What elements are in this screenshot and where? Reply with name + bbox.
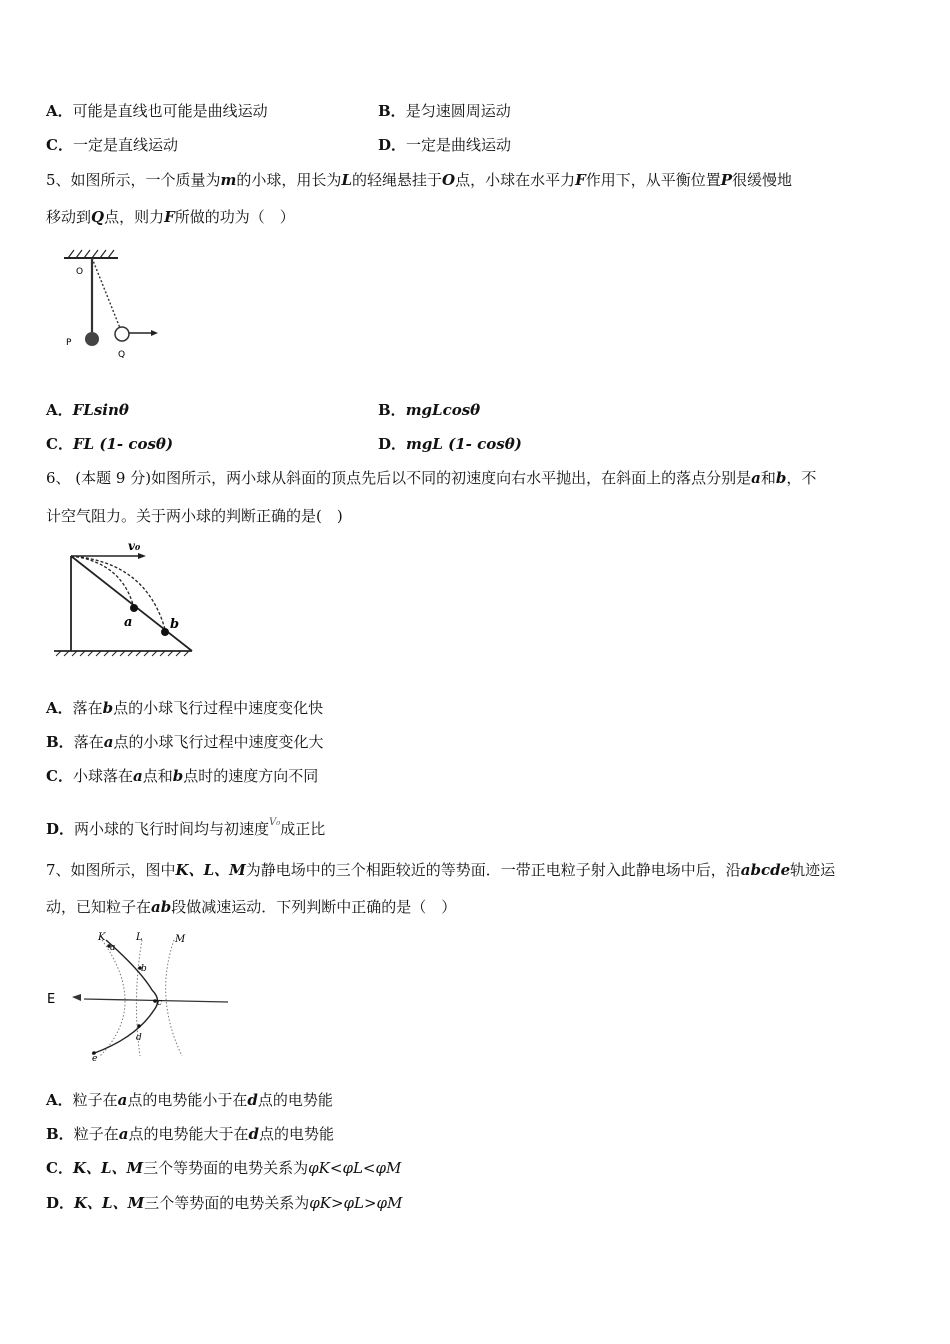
q6-stem-line2: 计空气阻力。关于两小球的判断正确的是( ) bbox=[46, 507, 343, 525]
q5-stem-line2: 移动到Q点，则力F所做的功为（ ） bbox=[46, 208, 295, 226]
q7-option-a: A．粒子在a点的电势能小于在d点的电势能 bbox=[46, 1091, 333, 1109]
label-pt-e: e bbox=[92, 1054, 98, 1062]
q6-option-a: A．落在b点的小球飞行过程中速度变化快 bbox=[46, 699, 324, 717]
q7-option-d: D．K、L、M三个等势面的电势关系为φK>φL>φM bbox=[46, 1194, 403, 1212]
label-pt-c: c bbox=[157, 998, 163, 1008]
q4-option-b: B．是匀速圆周运动 bbox=[378, 102, 511, 120]
label-pt-a: a bbox=[110, 943, 116, 953]
label-a: a bbox=[124, 615, 133, 630]
ball-b bbox=[161, 628, 169, 636]
label-e-field: E bbox=[47, 992, 56, 1007]
label-p: P bbox=[66, 338, 72, 348]
q5-option-d: D．mgL (1- cosθ) bbox=[378, 435, 522, 453]
ball-q bbox=[115, 327, 129, 341]
label-o: O bbox=[76, 267, 84, 277]
q5-stem-line1: 5、如图所示，一个质量为m的小球，用长为L的轻绳悬挂于O点，小球在水平力F作用下，从平衡位置P很缓慢地 bbox=[46, 171, 793, 189]
label-v0: v₀ bbox=[128, 539, 141, 553]
q5-pendulum-figure bbox=[56, 244, 166, 362]
q6-option-b: B．落在a点的小球飞行过程中速度变化大 bbox=[46, 733, 324, 751]
q6-option-c: C．小球落在a点和b点时的速度方向不同 bbox=[46, 767, 319, 785]
q5-option-b: B．mgLcosθ bbox=[378, 401, 481, 419]
q7-option-b: B．粒子在a点的电势能大于在d点的电势能 bbox=[46, 1125, 334, 1143]
q7-option-c: C．K、L、M三个等势面的电势关系为φK<φL<φM bbox=[46, 1159, 402, 1177]
label-q: Q bbox=[118, 350, 126, 360]
q4-option-c: C．一定是直线运动 bbox=[46, 136, 178, 154]
q6-incline-figure bbox=[52, 538, 197, 660]
q6-option-d: D．两小球的飞行时间均与初速度$^{V_0}$成正比 bbox=[46, 817, 326, 838]
q7-stem-line1: 7、如图所示，图中K、L、M为静电场中的三个相距较近的等势面．一带正电粒子射入此静电场中后，沿abcde轨迹运 bbox=[46, 861, 836, 879]
label-pt-d: d bbox=[136, 1033, 142, 1043]
q4-option-a: A．可能是直线也可能是曲线运动 bbox=[46, 102, 268, 120]
label-l: L bbox=[136, 932, 143, 943]
q6-stem-line1: 6、 (本题 9 分)如图所示，两小球从斜面的顶点先后以不同的初速度向右水平抛出，在斜面上的落点分别是a和b，不 bbox=[46, 469, 817, 487]
q5-option-c: C．FL (1- cosθ) bbox=[46, 435, 174, 453]
label-k: K bbox=[98, 932, 106, 943]
q7-stem-line2: 动，已知粒子在ab段做减速运动．下列判断中正确的是（ ） bbox=[46, 898, 457, 916]
q5-option-a: A．FLsinθ bbox=[46, 401, 129, 419]
label-pt-b: b bbox=[141, 964, 147, 974]
label-b: b bbox=[170, 617, 180, 632]
ball-p bbox=[85, 332, 99, 346]
q7-equipotential-figure bbox=[44, 928, 230, 1062]
q4-option-d: D．一定是曲线运动 bbox=[378, 136, 512, 154]
ball-a bbox=[130, 604, 138, 612]
label-m: M bbox=[175, 934, 186, 945]
